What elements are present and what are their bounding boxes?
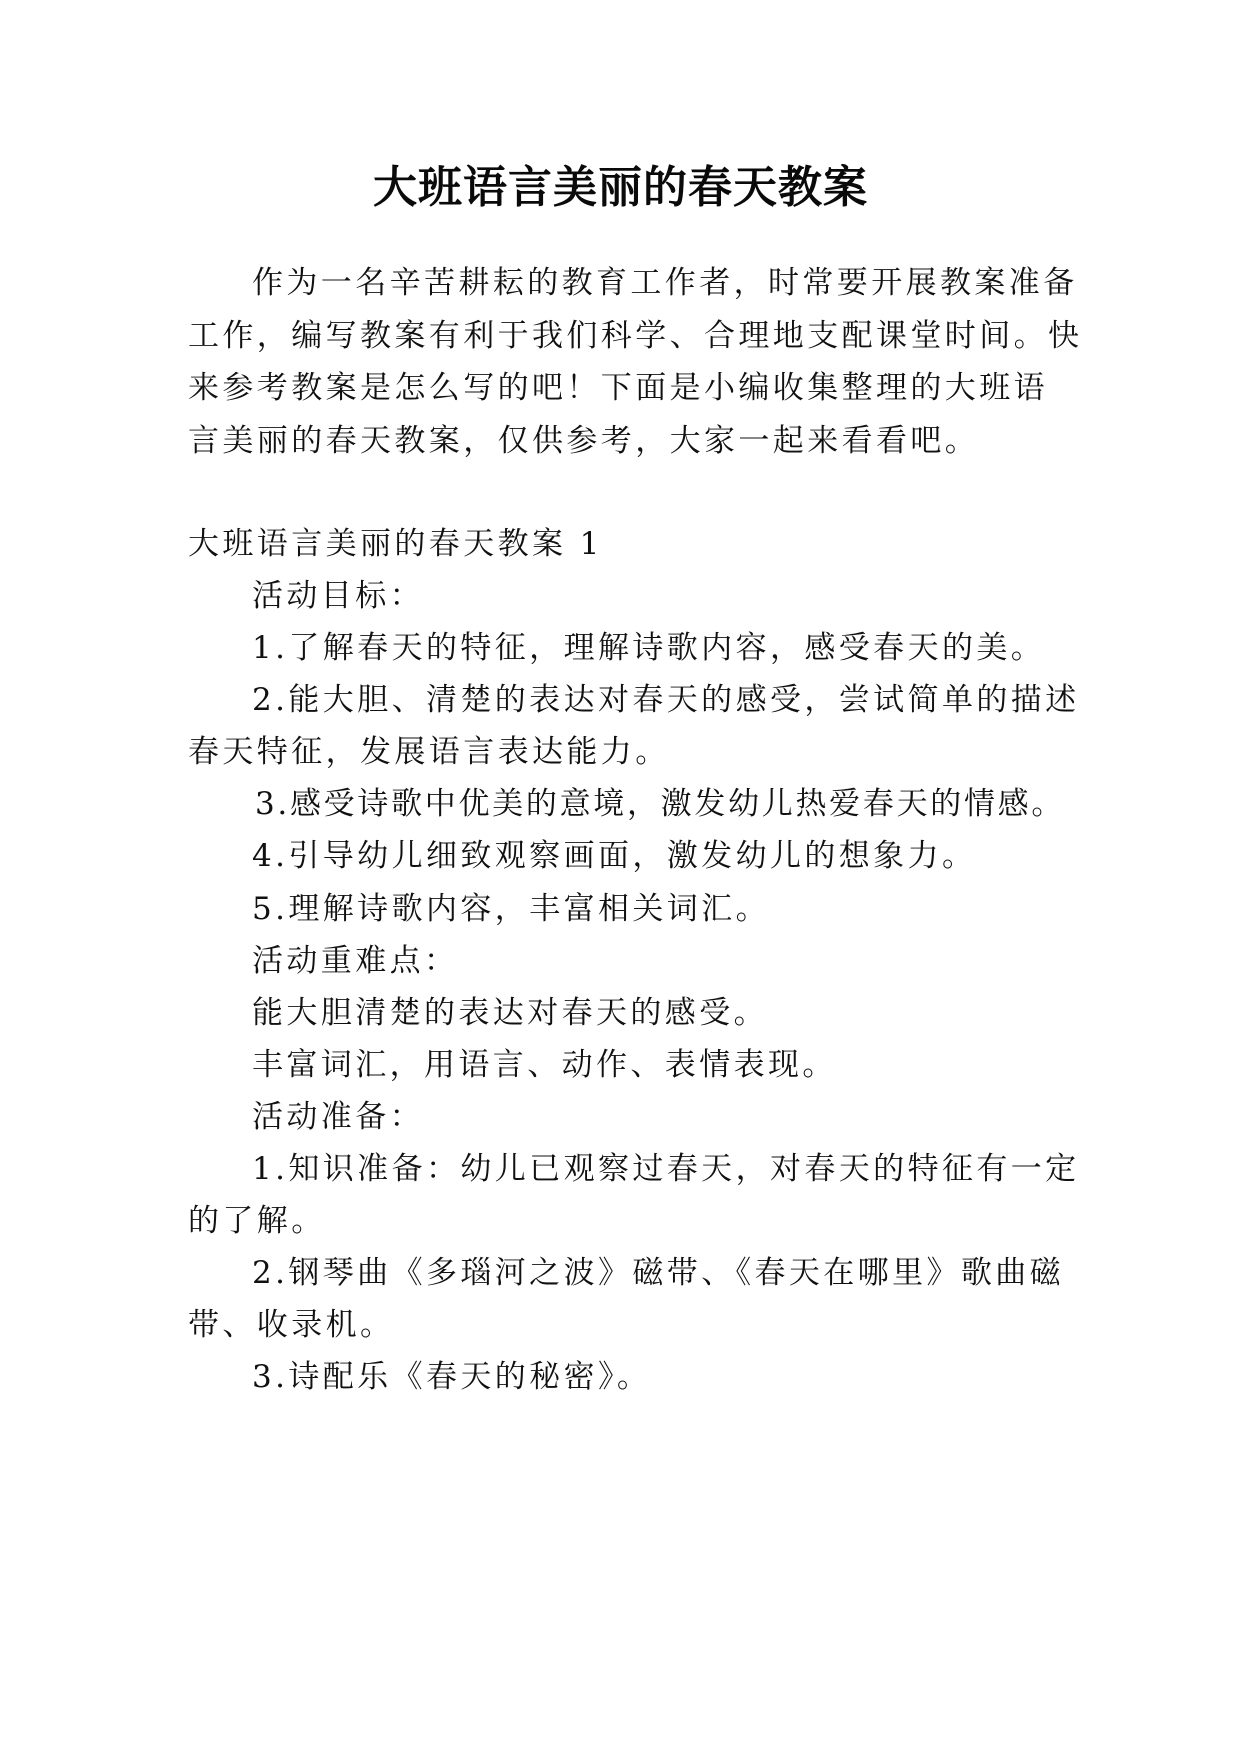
intro-line-3: 来参考教案是怎么写的吧！下面是小编收集整理的大班语 — [188, 370, 1048, 406]
prep-heading: 活动准备： — [252, 1099, 424, 1135]
goal-2-line-1: 2.能大胆、清楚的表达对春天的感受，尝试简单的描述 — [252, 682, 1080, 718]
prep-2-line-2: 带、收录机。 — [188, 1307, 395, 1343]
intro-line-4: 言美丽的春天教案，仅供参考，大家一起来看看吧。 — [188, 423, 980, 459]
goal-3: 3.感受诗歌中优美的意境，激发幼儿热爱春天的情感。 — [255, 786, 1066, 822]
document-title: 大班语言美丽的春天教案 — [373, 162, 868, 213]
prep-1-line-2: 的了解。 — [188, 1203, 326, 1239]
goal-1: 1.了解春天的特征，理解诗歌内容，感受春天的美。 — [252, 630, 1046, 666]
prep-2-line-1: 2.钢琴曲《多瑙河之波》磁带、《春天在哪里》歌曲磁 — [252, 1255, 1065, 1291]
key-points-heading: 活动重难点： — [252, 943, 459, 979]
key-point-1: 能大胆清楚的表达对春天的感受。 — [252, 995, 768, 1031]
intro-line-1: 作为一名辛苦耕耘的教育工作者，时常要开展教案准备 — [252, 265, 1078, 301]
prep-1-line-1: 1.知识准备：幼儿已观察过春天，对春天的特征有一定 — [252, 1151, 1080, 1187]
intro-line-2: 工作，编写教案有利于我们科学、合理地支配课堂时间。快 — [188, 318, 1083, 354]
prep-3: 3.诗配乐《春天的秘密》。 — [252, 1359, 652, 1395]
key-point-2: 丰富词汇，用语言、动作、表情表现。 — [252, 1047, 837, 1083]
goal-4: 4.引导幼儿细致观察画面，激发幼儿的想象力。 — [252, 838, 977, 874]
goal-5: 5.理解诗歌内容，丰富相关词汇。 — [252, 891, 770, 927]
section-heading: 大班语言美丽的春天教案 1 — [188, 526, 603, 562]
goal-2-line-2: 春天特征，发展语言表达能力。 — [188, 734, 670, 770]
goals-heading: 活动目标： — [252, 578, 424, 614]
